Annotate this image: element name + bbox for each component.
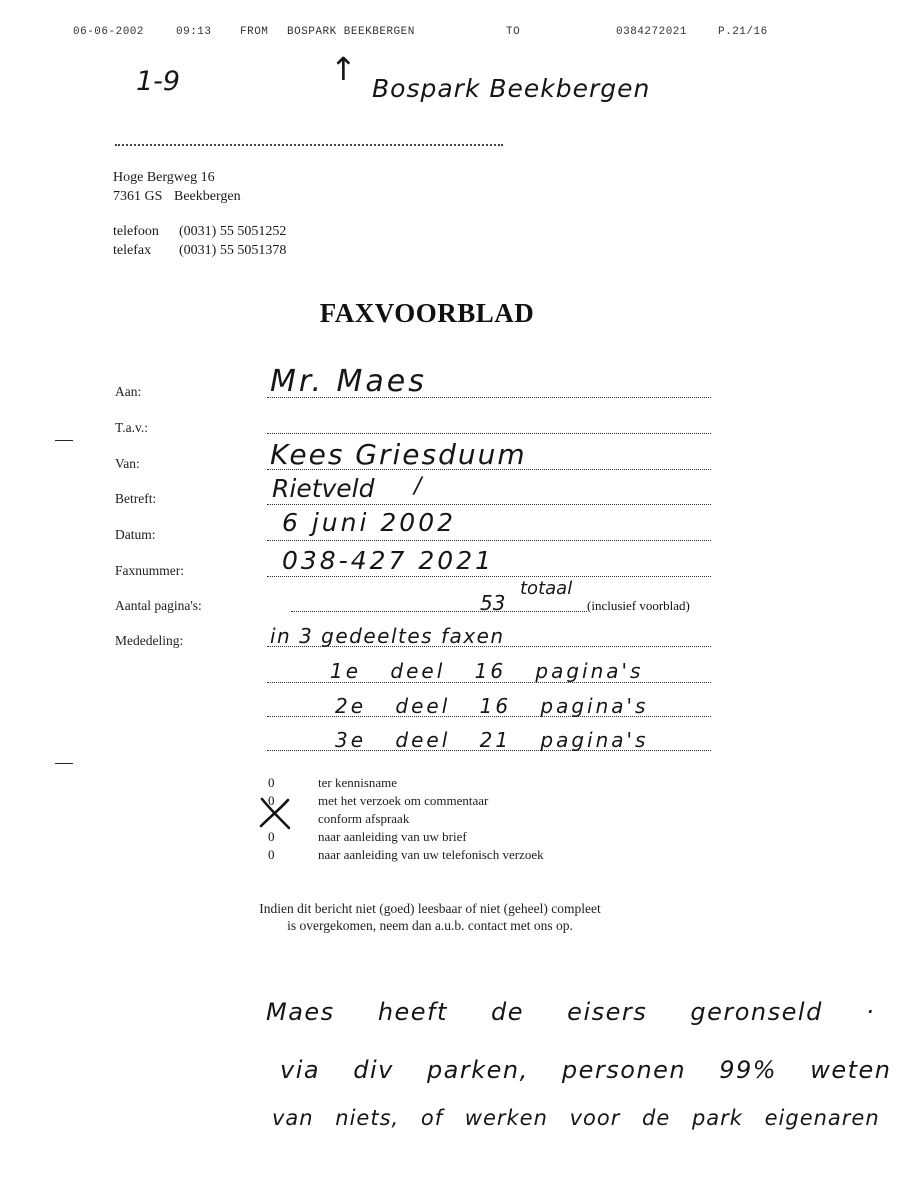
fax-number: (0031) 55 5051378 bbox=[179, 243, 287, 258]
handwritten-note-line-2: via div parken, personen 99% weten bbox=[280, 1056, 892, 1084]
field-value-paginas: 53 bbox=[480, 591, 506, 615]
field-label-tav: T.a.v.: bbox=[115, 420, 148, 435]
field-label-paginas: Aantal pagina's: bbox=[115, 598, 202, 613]
option-brief: naar aanleiding van uw brief bbox=[318, 829, 467, 844]
fax-label: telefax bbox=[113, 243, 152, 258]
margin-mark-bottom bbox=[55, 763, 73, 764]
document-title: FAXVOORBLAD bbox=[319, 298, 535, 328]
mededeling-line-2: 1e deel 16 pagina's bbox=[330, 659, 644, 683]
field-line-betreft bbox=[267, 504, 711, 505]
field-value-aan: Mr. Maes bbox=[270, 364, 427, 399]
notice-line-2: is overgekomen, neem dan a.u.b. contact met ons op. bbox=[287, 918, 573, 933]
mededeling-line-1: in 3 gedeeltes faxen bbox=[270, 624, 505, 648]
checkbox-commentaar: 0 bbox=[268, 793, 275, 808]
field-value-van: Kees Griesduum bbox=[270, 438, 527, 471]
checkbox-ter-kennisname: 0 bbox=[268, 775, 275, 790]
sender-street: Hoge Bergweg 16 bbox=[113, 170, 215, 185]
field-line-tav bbox=[267, 433, 711, 434]
option-ter-kennisname: ter kennisname bbox=[318, 775, 398, 790]
handwritten-note-line-3: van niets, of werken voor de park eigenaren bbox=[272, 1106, 880, 1130]
notice-line-1: Indien dit bericht niet (goed) leesbaar of niet (geheel) compleet bbox=[259, 901, 601, 916]
paginas-total-note: totaal bbox=[520, 578, 573, 599]
betreft-mark: / bbox=[414, 474, 422, 499]
option-conform-afspraak: conform afspraak bbox=[318, 811, 410, 826]
paginas-suffix: (inclusief voorblad) bbox=[587, 598, 690, 613]
field-label-faxnummer: Faxnummer: bbox=[115, 563, 184, 578]
fax-to-number: 0384272021 bbox=[616, 26, 688, 38]
cross-mark-icon bbox=[258, 795, 292, 831]
field-label-betreft: Betreft: bbox=[115, 491, 157, 506]
option-commentaar: met het verzoek om commentaar bbox=[318, 793, 489, 808]
fax-time: 09:13 bbox=[176, 26, 212, 38]
option-telefonisch: naar aanleiding van uw telefonisch verzoek bbox=[318, 847, 544, 862]
checkbox-brief: 0 bbox=[268, 829, 275, 844]
annotation-page-range: 1-9 bbox=[136, 66, 181, 97]
phone-number: (0031) 55 5051252 bbox=[179, 224, 287, 239]
arrow-up-icon: ↑ bbox=[330, 50, 357, 88]
field-label-van: Van: bbox=[115, 456, 140, 471]
fax-page-number: P.21/16 bbox=[718, 26, 768, 38]
sender-city: Beekbergen bbox=[174, 189, 241, 204]
field-value-faxnummer: 038-427 2021 bbox=[282, 546, 495, 575]
fax-from-name: BOSPARK BEEKBERGEN bbox=[287, 26, 415, 38]
field-label-mededeling: Mededeling: bbox=[115, 633, 184, 648]
field-line-paginas bbox=[291, 611, 587, 612]
field-value-datum: 6 juni 2002 bbox=[282, 508, 457, 537]
fax-to-label: TO bbox=[506, 26, 521, 38]
margin-mark-top bbox=[55, 440, 73, 441]
phone-label: telefoon bbox=[113, 224, 159, 239]
handwritten-note-line-1: Maes heeft de eisers geronseld · bbox=[266, 998, 876, 1026]
fax-date: 06-06-2002 bbox=[73, 26, 145, 38]
header-divider bbox=[115, 144, 503, 146]
field-line-faxnummer bbox=[267, 576, 711, 577]
fax-from-label: FROM bbox=[240, 26, 269, 38]
field-value-betreft: Rietveld bbox=[272, 474, 375, 503]
checkbox-telefonisch: 0 bbox=[268, 847, 275, 862]
mededeling-line-3: 2e deel 16 pagina's bbox=[335, 694, 649, 718]
field-line-datum bbox=[267, 540, 711, 541]
field-label-aan: Aan: bbox=[115, 384, 142, 399]
mededeling-line-4: 3e deel 21 pagina's bbox=[335, 728, 649, 752]
annotation-sender: Bospark Beekbergen bbox=[372, 74, 651, 103]
sender-postal-code: 7361 GS bbox=[113, 189, 163, 204]
field-label-datum: Datum: bbox=[115, 527, 156, 542]
